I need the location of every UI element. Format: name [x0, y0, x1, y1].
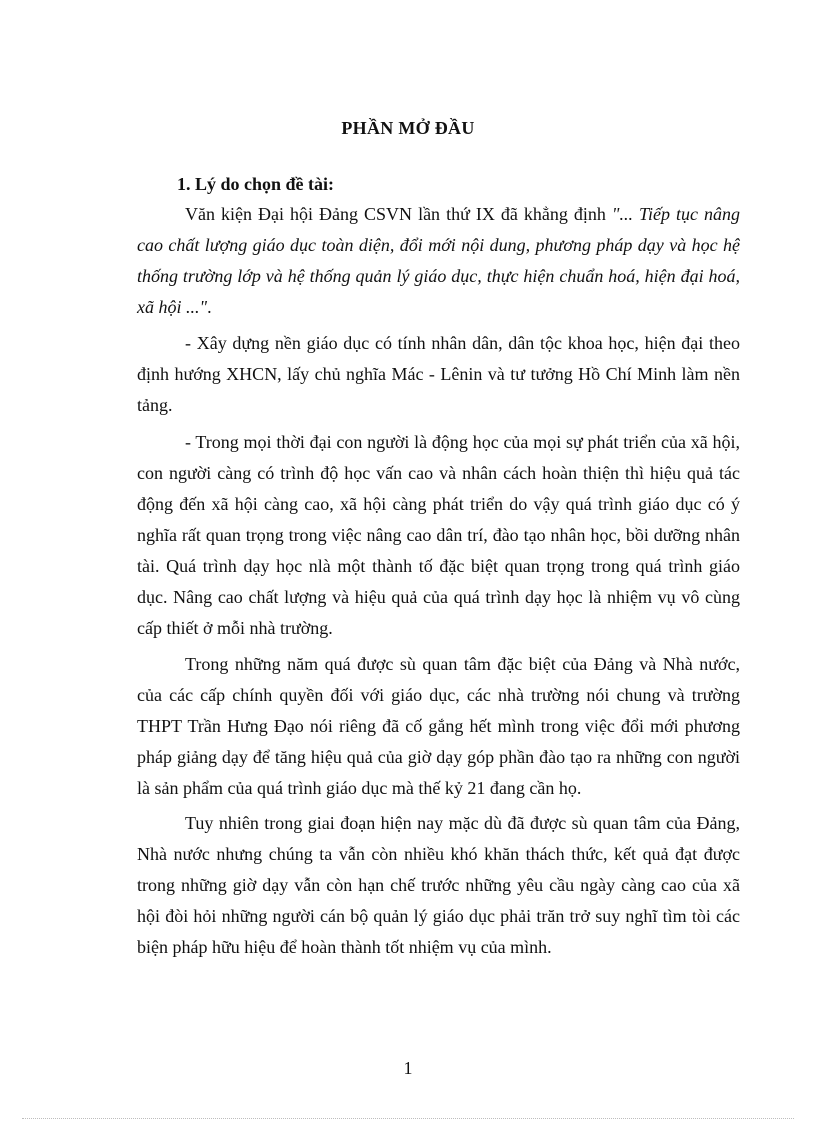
paragraph-3 [137, 427, 740, 644]
paragraph-5 [137, 808, 740, 963]
paragraph-3-text: - Trong mọi thời đại con người là động học của mọi sự phát triển của xã hội, con người càng có trình độ học vấn cao và nhân cách hoàn thiện thì hiệu quả tác động đến xã hội càng cao, xã hội càng phát triển do vậy quá trình giáo dục có ý nghĩa rất quan trọng trong việc nâng cao dân trí, đào tạo nhân học, bồi dưỡng nhân tài. Quá trình dạy học nlà một thành tố đặc biệt quan trọng trong quá trình giáo dục. Nâng cao chất lượng và hiệu quả của quá trình dạy học là nhiệm vụ vô cùng cấp thiết ở mỗi nhà trường. [137, 432, 740, 638]
paragraph-2 [137, 328, 740, 421]
paragraph-1-end: . [207, 297, 212, 317]
section-heading: 1. Lý do chọn đề tài: [177, 174, 335, 194]
paragraph-4 [137, 649, 740, 804]
paragraph-1 [137, 199, 740, 323]
page-title: PHẦN MỞ ĐẦU [341, 118, 475, 138]
paragraph-4-text: Trong những năm quá được sù quan tâm đặc biệt của Đảng và Nhà nước, của các cấp chính quyền đối với giáo dục, các nhà trường nói chung và trường THPT Trần Hưng Đạo nói riêng đã cố gắng hết mình trong việc đổi mới phương pháp giảng dạy để tăng hiệu quả của giờ dạy góp phần đào tạo ra những con người là sản phẩm của quá trình giáo dục mà thế kỷ 21 đang cần họ. [137, 654, 740, 798]
paragraph-5-text: Tuy nhiên trong giai đoạn hiện nay mặc dù đã được sù quan tâm của Đảng, Nhà nước nhưng chúng ta vẫn còn nhiều khó khăn thách thức, kết quả đạt được trong những giờ dạy vẫn còn hạn chế trước những yêu cầu ngày càng cao của xã hội đòi hỏi những người cán bộ quản lý giáo dục phải trăn trở suy nghĩ tìm tòi các biện pháp hữu hiệu để hoàn thành tốt nhiệm vụ của mình. [137, 813, 740, 957]
paragraph-1-lead: Văn kiện Đại hội Đảng CSVN lần thứ IX đã khẳng định [185, 204, 612, 224]
page-number: 1 [403, 1058, 413, 1078]
paragraph-1-quote: "... Tiếp tục nâng cao chất lượng giáo dục toàn diện, đổi mới nội dung, phương pháp dạy và học hệ thống trường lớp và hệ thống quản lý giáo dục, thực hiện chuẩn hoá, hiện đại hoá, xã hội ..." [137, 204, 740, 317]
paragraph-2-text: - Xây dựng nền giáo dục có tính nhân dân, dân tộc khoa học, hiện đại theo định hướng XHCN, lấy chủ nghĩa Mác - Lênin và tư tưởng Hồ Chí Minh làm nền tảng. [137, 333, 740, 415]
page-bottom-divider [22, 1118, 794, 1119]
